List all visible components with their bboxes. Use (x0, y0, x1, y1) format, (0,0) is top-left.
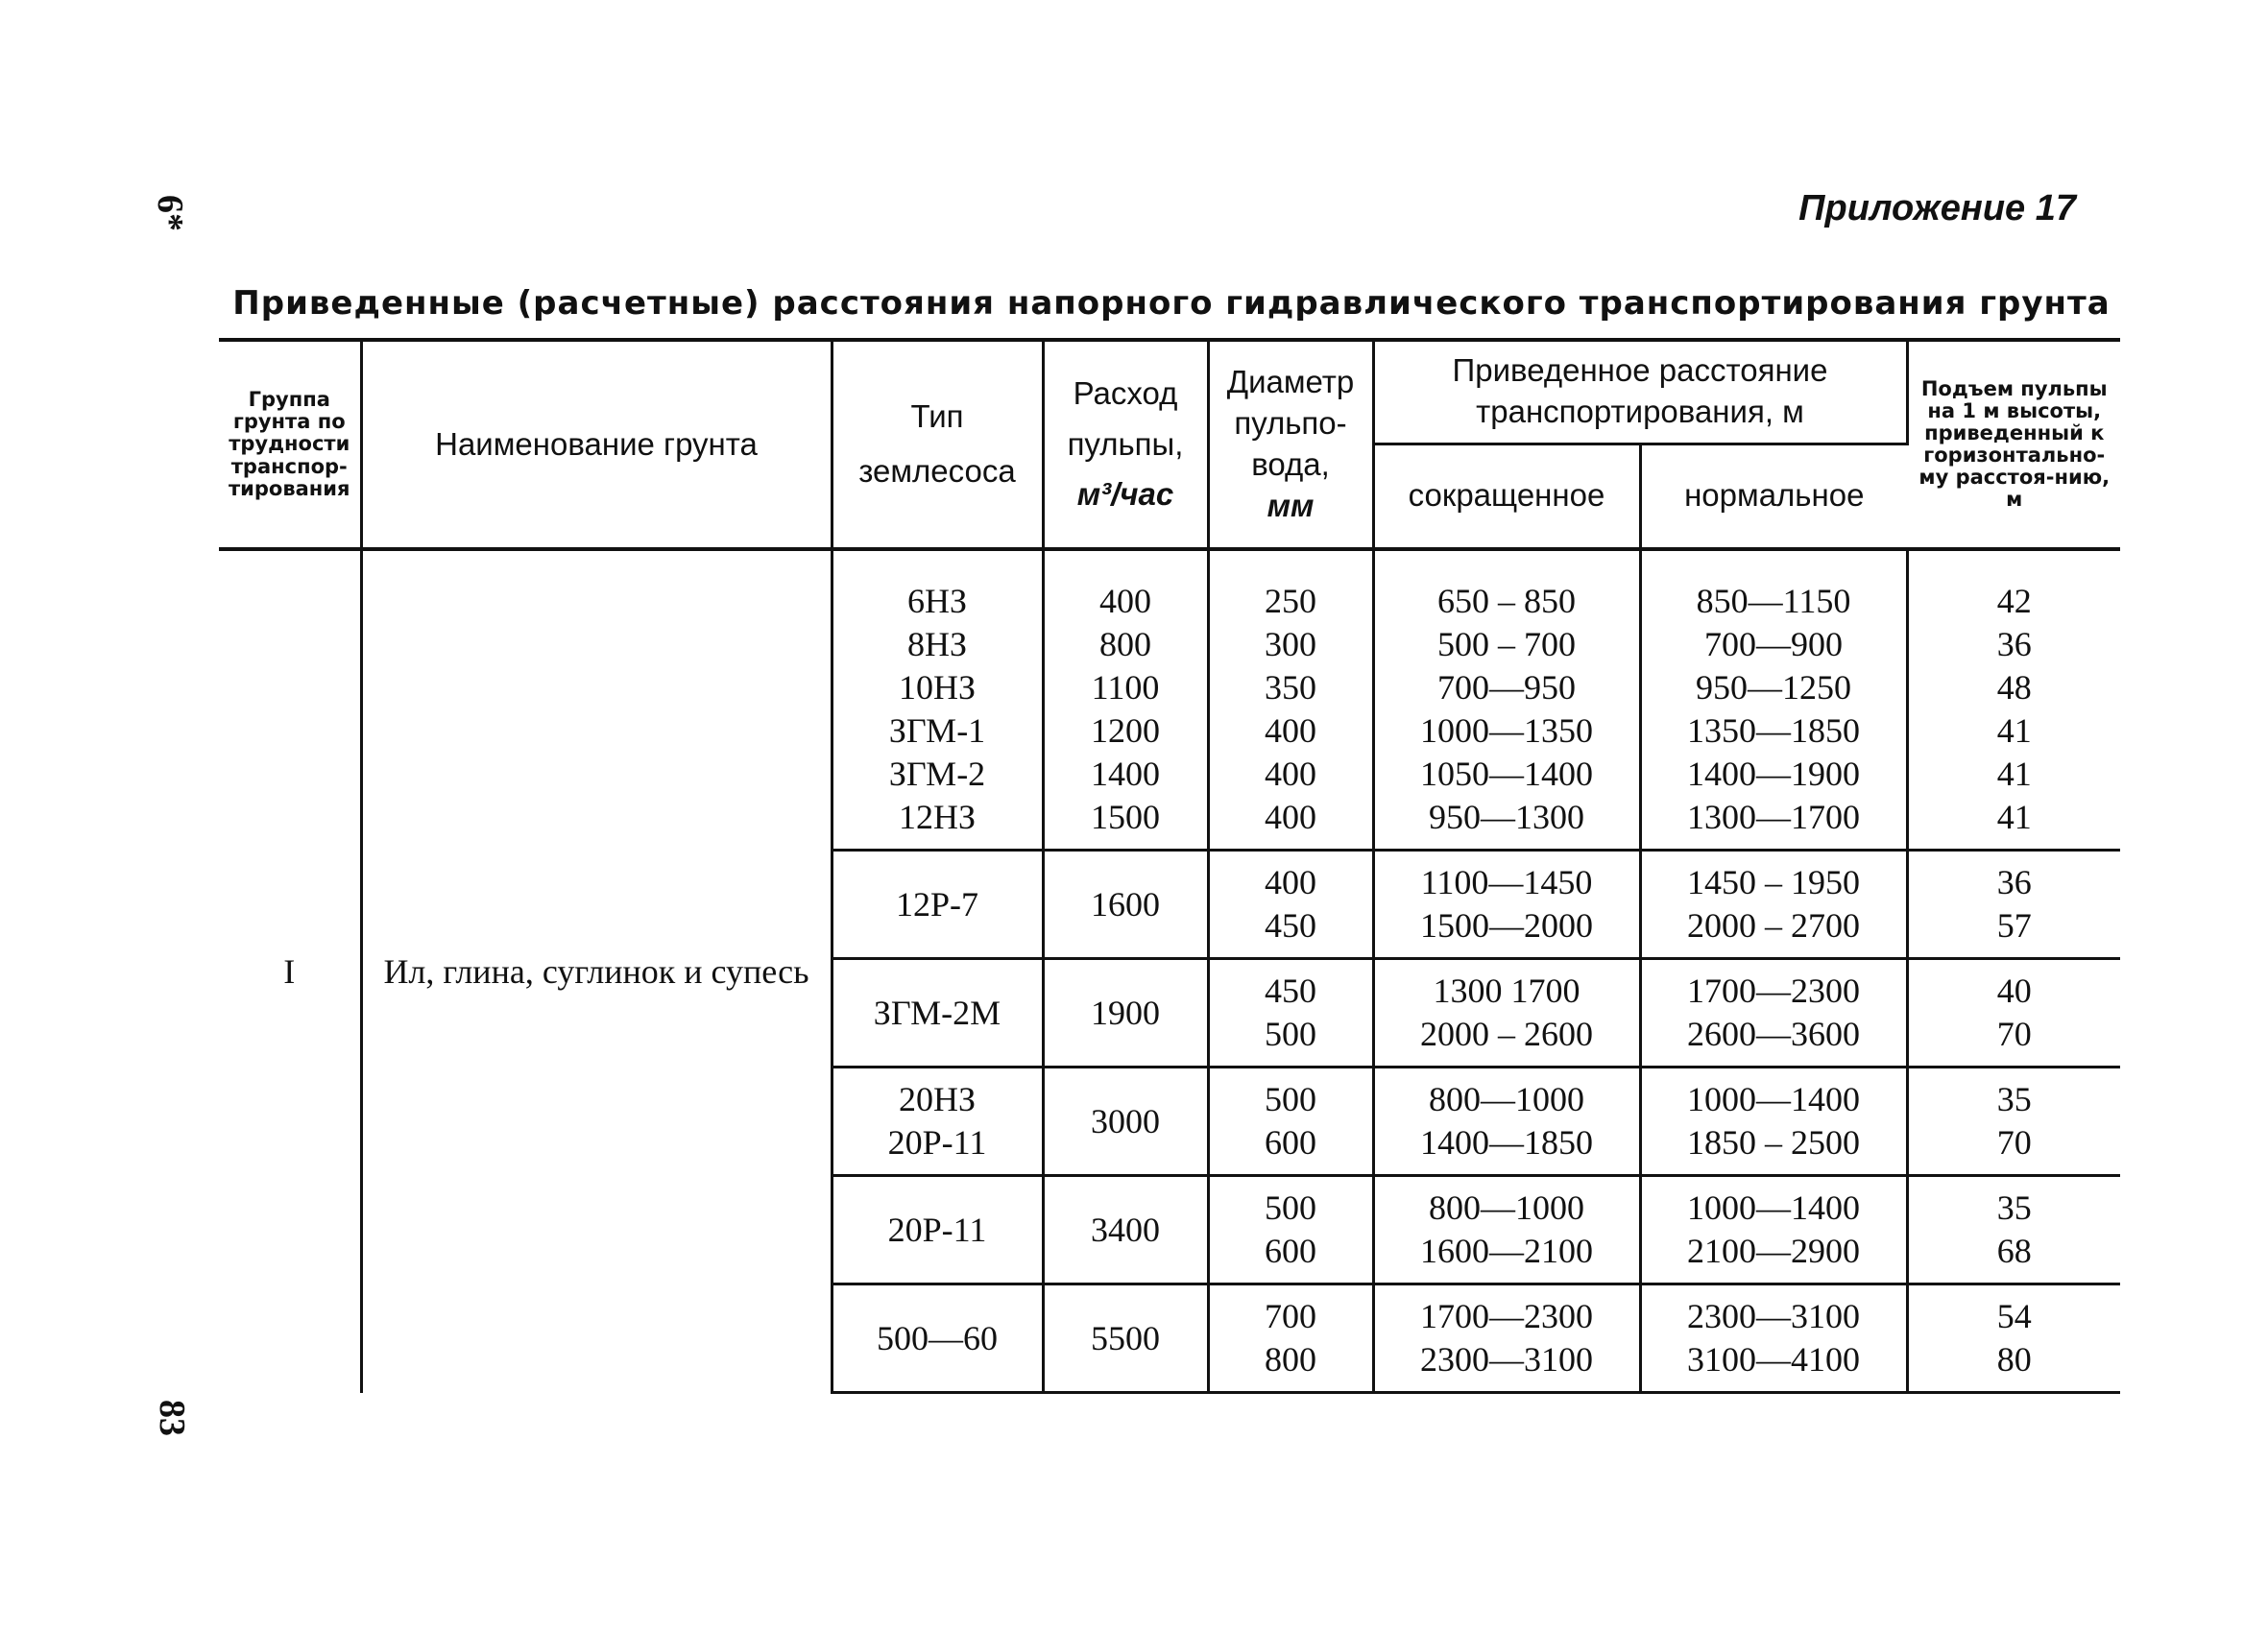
distance-table (219, 338, 2120, 1394)
lift-equivalent-value: 35 (1996, 1080, 2032, 1118)
header-normal: нормальное (1640, 444, 1907, 549)
lift-equivalent-cell (1907, 1176, 2120, 1284)
lift-equivalent-value: 36 (1996, 863, 2032, 901)
lift-equivalent-value: 80 (1996, 1340, 2032, 1379)
lift-equivalent-value: 70 (1996, 1123, 2032, 1162)
pump-type-value: 8НЗ (906, 625, 968, 663)
pipe-diameter-value: 600 (1265, 1232, 1316, 1270)
header-type-line1: Тип (910, 398, 964, 435)
lift-equivalent-value: 48 (1996, 668, 2032, 707)
reduced-distance-value: 950—1300 (1429, 798, 1584, 836)
pipe-diameter-cell (1208, 1176, 1373, 1284)
reduced-distance-value: 500 – 700 (1437, 625, 1576, 663)
appendix-label: Приложение 17 (1798, 188, 2076, 228)
pulp-flow-cell (1043, 1068, 1208, 1176)
pipe-diameter-value: 400 (1265, 711, 1316, 750)
pulp-flow-value: 3400 (1091, 1210, 1160, 1249)
pulp-flow-value: 1200 (1091, 711, 1160, 750)
pulp-flow-value: 1900 (1091, 993, 1160, 1032)
pump-type-cell (832, 1176, 1043, 1284)
pulp-flow-value: 1100 (1091, 668, 1160, 707)
pump-type-value: ЗГМ-1 (888, 711, 986, 750)
lift-equivalent-value: 35 (1996, 1188, 2032, 1227)
pipe-diameter-cell (1208, 1284, 1373, 1393)
pipe-diameter-value: 600 (1265, 1123, 1316, 1162)
reduced-distance-cell (1373, 959, 1640, 1068)
pump-type-cell (832, 549, 1043, 851)
header-flow (1043, 340, 1208, 549)
pump-type-cell (832, 851, 1043, 959)
page-number: 83 (152, 1400, 192, 1436)
pump-type-value: 500—60 (877, 1318, 998, 1357)
header-diam-line1: Диаметр (1226, 364, 1355, 400)
normal-distance-value: 1300—1700 (1687, 798, 1860, 836)
normal-distance-value: 700—900 (1704, 625, 1843, 663)
pipe-diameter-value: 400 (1265, 863, 1316, 901)
reduced-distance-value: 1500—2000 (1420, 906, 1593, 945)
reduced-distance-value: 1400—1850 (1420, 1123, 1593, 1162)
pipe-diameter-value: 450 (1265, 906, 1316, 945)
pulp-flow-value: 3000 (1091, 1101, 1160, 1140)
header-distance: Приведенное расстояние транспортирования, м (1373, 340, 1907, 444)
lift-equivalent-value: 41 (1996, 711, 2032, 750)
pipe-diameter-value: 700 (1265, 1297, 1316, 1335)
normal-distance-value: 1350—1850 (1687, 711, 1860, 750)
header-diam-unit: мм (1267, 487, 1315, 523)
pulp-flow-cell (1043, 1284, 1208, 1393)
header-group: Группа грунта по трудности транспор-тирования (219, 340, 361, 549)
normal-distance-cell (1640, 959, 1907, 1068)
reduced-distance-cell (1373, 1176, 1640, 1284)
reduced-distance-cell (1373, 549, 1640, 851)
normal-distance-value: 850—1150 (1696, 582, 1851, 620)
lift-equivalent-value: 40 (1996, 972, 2032, 1010)
header-type (832, 340, 1043, 549)
reduced-distance-cell (1373, 851, 1640, 959)
pump-type-value: ЗГМ-2М (873, 993, 1001, 1032)
pulp-flow-cell (1043, 1176, 1208, 1284)
pulp-flow-value: 1500 (1091, 798, 1160, 836)
pipe-diameter-value: 500 (1265, 1080, 1316, 1118)
pump-type-value: 12Р-7 (895, 884, 978, 924)
pulp-flow-value: 1400 (1091, 755, 1160, 793)
normal-distance-value: 1450 – 1950 (1687, 863, 1860, 901)
pipe-diameter-value: 800 (1265, 1340, 1316, 1379)
pump-type-cell (832, 959, 1043, 1068)
lift-equivalent-cell (1907, 959, 2120, 1068)
header-flow-line1: Расход (1073, 374, 1178, 411)
lift-equivalent-value: 36 (1996, 625, 2032, 663)
pipe-diameter-cell (1208, 959, 1373, 1068)
header-diameter (1208, 340, 1373, 549)
header-diam-line2: пульпо- (1234, 405, 1347, 442)
pipe-diameter-cell (1208, 549, 1373, 851)
lift-equivalent-value: 70 (1996, 1015, 2032, 1053)
pulp-flow-cell (1043, 959, 1208, 1068)
pipe-diameter-cell (1208, 1068, 1373, 1176)
pipe-diameter-value: 450 (1265, 972, 1316, 1010)
normal-distance-value: 1000—1400 (1687, 1188, 1860, 1227)
pipe-diameter-value: 350 (1265, 668, 1316, 707)
lift-equivalent-cell (1907, 1068, 2120, 1176)
pulp-flow-value: 400 (1099, 582, 1151, 620)
pulp-flow-cell (1043, 851, 1208, 959)
reduced-distance-cell (1373, 1068, 1640, 1176)
pump-type-value: 20НЗ (898, 1080, 977, 1118)
normal-distance-value: 1850 – 2500 (1687, 1123, 1860, 1162)
pipe-diameter-value: 250 (1265, 582, 1316, 620)
normal-distance-cell (1640, 1068, 1907, 1176)
normal-distance-value: 1400—1900 (1687, 755, 1860, 793)
pump-type-value: ЗГМ-2 (888, 755, 986, 793)
header-name: Наименование грунта (361, 340, 832, 549)
reduced-distance-value: 1050—1400 (1420, 755, 1593, 793)
pipe-diameter-value: 500 (1265, 1188, 1316, 1227)
header-lift: Подъем пульпы на 1 м высоты, приведенный к горизонтально-му расстоя-нию, м (1907, 340, 2120, 549)
pump-type-cell (832, 1068, 1043, 1176)
normal-distance-cell (1640, 851, 1907, 959)
pipe-diameter-value: 400 (1265, 755, 1316, 793)
pulp-flow-cell (1043, 549, 1208, 851)
reduced-distance-value: 1300 1700 (1433, 972, 1580, 1010)
lift-equivalent-cell (1907, 549, 2120, 851)
normal-distance-value: 2600—3600 (1687, 1015, 1860, 1053)
reduced-distance-value: 1100—1450 (1420, 863, 1593, 901)
pump-type-value: 6НЗ (906, 582, 968, 620)
pulp-flow-value: 800 (1099, 625, 1151, 663)
normal-distance-value: 2000 – 2700 (1687, 906, 1860, 945)
pulp-flow-value: 1600 (1091, 884, 1160, 924)
reduced-distance-value: 1700—2300 (1420, 1297, 1593, 1335)
reduced-distance-value: 800—1000 (1429, 1080, 1584, 1118)
pulp-flow-value: 5500 (1091, 1318, 1160, 1357)
reduced-distance-value: 2300—3100 (1420, 1340, 1593, 1379)
reduced-distance-value: 800—1000 (1429, 1188, 1584, 1227)
pump-type-value: 12НЗ (898, 798, 977, 836)
header-type-line2: землесоса (858, 453, 1016, 489)
table-row (219, 549, 2120, 851)
normal-distance-cell (1640, 1176, 1907, 1284)
normal-distance-cell (1640, 549, 1907, 851)
normal-distance-value: 1700—2300 (1687, 972, 1860, 1010)
pump-type-value: 20Р-11 (887, 1210, 987, 1249)
reduced-distance-value: 2000 – 2600 (1420, 1015, 1593, 1053)
normal-distance-cell (1640, 1284, 1907, 1393)
header-flow-unit: м³/час (1076, 476, 1174, 513)
pump-type-cell (832, 1284, 1043, 1393)
normal-distance-value: 3100—4100 (1687, 1340, 1860, 1379)
pipe-diameter-cell (1208, 851, 1373, 959)
pipe-diameter-value: 400 (1265, 798, 1316, 836)
normal-distance-value: 2100—2900 (1687, 1232, 1860, 1270)
header-diam-line3: вода, (1251, 446, 1330, 482)
lift-equivalent-value: 41 (1996, 798, 2032, 836)
lift-equivalent-cell (1907, 1284, 2120, 1393)
normal-distance-value: 2300—3100 (1687, 1297, 1860, 1335)
lift-equivalent-value: 54 (1996, 1297, 2032, 1335)
pump-type-value: 10НЗ (898, 668, 977, 707)
lift-equivalent-value: 57 (1996, 906, 2032, 945)
reduced-distance-value: 1000—1350 (1420, 711, 1593, 750)
header-reduced: сокращенное (1373, 444, 1640, 549)
pump-type-value: 20Р-11 (887, 1123, 987, 1162)
lift-equivalent-cell (1907, 851, 2120, 959)
pipe-diameter-value: 300 (1265, 625, 1316, 663)
table-title: Приведенные (расчетные) расстояния напорного гидравлического транспортирования грунта (232, 284, 2111, 323)
lift-equivalent-value: 68 (1996, 1232, 2032, 1270)
normal-distance-value: 950—1250 (1696, 668, 1851, 707)
table-body (219, 549, 2120, 1393)
normal-distance-value: 1000—1400 (1687, 1080, 1860, 1118)
lift-equivalent-value: 41 (1996, 755, 2032, 793)
page-mark-top: 6* (150, 195, 190, 231)
reduced-distance-value: 1600—2100 (1420, 1232, 1593, 1270)
reduced-distance-cell (1373, 1284, 1640, 1393)
reduced-distance-value: 650 – 850 (1437, 582, 1576, 620)
header-flow-line2: пульпы, (1067, 425, 1184, 462)
soil-group-cell: I (219, 549, 361, 1393)
soil-name-cell: Ил, глина, суглинок и супесь (361, 549, 832, 1393)
reduced-distance-value: 700—950 (1437, 668, 1576, 707)
pipe-diameter-value: 500 (1265, 1015, 1316, 1053)
lift-equivalent-value: 42 (1996, 582, 2032, 620)
